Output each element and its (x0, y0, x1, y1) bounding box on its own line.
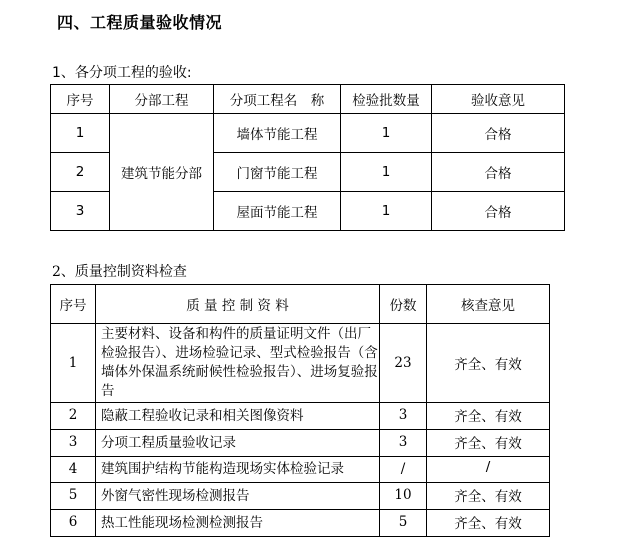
cell-copies: 3 (380, 430, 427, 457)
cell-no: 2 (51, 153, 110, 192)
cell-opinion: 合格 (432, 192, 565, 231)
cell-copies: 5 (380, 510, 427, 537)
header-no: 序号 (51, 285, 96, 324)
table-header-row (51, 85, 565, 114)
cell-no: 1 (51, 324, 96, 403)
table-row (51, 324, 550, 403)
table-header-row (51, 285, 550, 324)
cell-item: 门窗节能工程 (214, 153, 341, 192)
table-row (51, 403, 550, 430)
table-row (51, 510, 550, 537)
header-opinion: 核查意见 (427, 285, 550, 324)
table-row (51, 114, 565, 153)
table-row (51, 457, 550, 483)
cell-copies: 3 (380, 403, 427, 430)
quality-control-table (50, 284, 550, 537)
subsection-title-quality-control: 2、质量控制资料检查 (52, 264, 187, 280)
cell-count: 1 (341, 114, 432, 153)
cell-material: 建筑围护结构节能构造现场实体检验记录 (96, 457, 380, 483)
cell-copies: / (380, 457, 427, 483)
cell-item: 墙体节能工程 (214, 114, 341, 153)
cell-count: 1 (341, 192, 432, 231)
header-copies: 份数 (380, 285, 427, 324)
cell-no: 6 (51, 510, 96, 537)
cell-count: 1 (341, 153, 432, 192)
cell-opinion: 齐全、有效 (427, 483, 550, 510)
cell-opinion: 合格 (432, 153, 565, 192)
cell-opinion: 齐全、有效 (427, 510, 550, 537)
section-title: 四、工程质量验收情况 (57, 13, 223, 32)
header-item: 分项工程名 称 (214, 85, 341, 114)
cell-opinion: 齐全、有效 (427, 430, 550, 457)
cell-copies: 23 (380, 324, 427, 403)
header-material: 质 量 控 制 资 料 (96, 285, 380, 324)
cell-material: 主要材料、设备和构件的质量证明文件（出厂检验报告）、进场检验记录、型式检验报告（含墙体外保温系统耐候性检验报告）、进场复验报告 (96, 324, 380, 403)
cell-material: 隐蔽工程验收记录和相关图像资料 (96, 403, 380, 430)
cell-material: 热工性能现场检测检测报告 (96, 510, 380, 537)
header-batch-count: 检验批数量 (341, 85, 432, 114)
cell-no: 3 (51, 192, 110, 231)
cell-no: 2 (51, 403, 96, 430)
cell-material: 外窗气密性现场检测报告 (96, 483, 380, 510)
cell-opinion: 齐全、有效 (427, 324, 550, 403)
header-opinion: 验收意见 (432, 85, 565, 114)
subsection-title-acceptance: 1、各分项工程的验收: (52, 65, 192, 81)
table-row (51, 430, 550, 457)
header-division: 分部工程 (110, 85, 214, 114)
cell-copies: 10 (380, 483, 427, 510)
cell-opinion: / (427, 457, 550, 483)
cell-material: 分项工程质量验收记录 (96, 430, 380, 457)
cell-opinion: 合格 (432, 114, 565, 153)
cell-no: 1 (51, 114, 110, 153)
acceptance-table (50, 84, 565, 231)
table-row (51, 483, 550, 510)
cell-opinion: 齐全、有效 (427, 403, 550, 430)
cell-no: 4 (51, 457, 96, 483)
header-no: 序号 (51, 85, 110, 114)
cell-division: 建筑节能分部 (110, 114, 214, 231)
cell-item: 屋面节能工程 (214, 192, 341, 231)
cell-no: 5 (51, 483, 96, 510)
cell-no: 3 (51, 430, 96, 457)
